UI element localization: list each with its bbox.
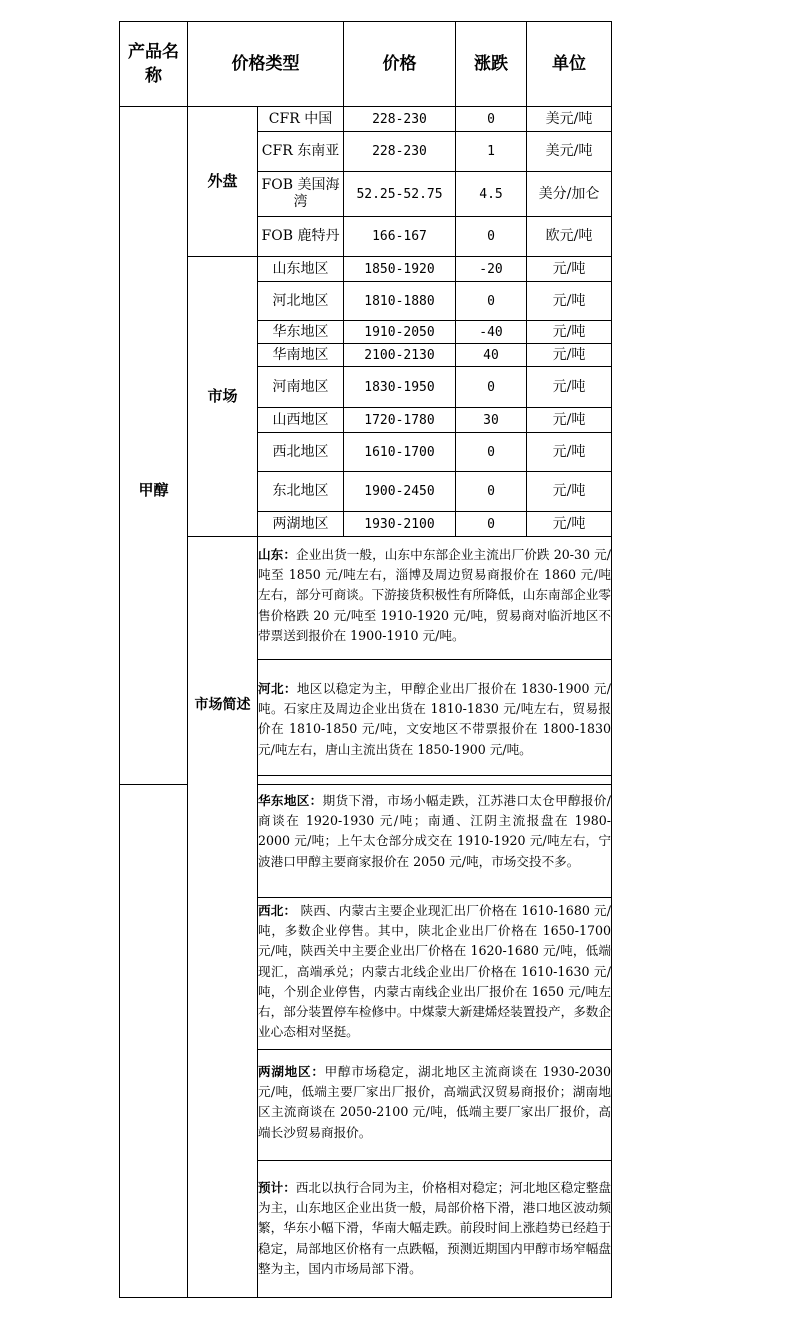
row-price: 1910-2050 [364, 324, 435, 340]
table-border-left [119, 21, 120, 785]
row-unit: 欧元/吨 [545, 228, 593, 244]
summary-lianghu [258, 1062, 611, 1143]
summary-label: 河北： [258, 681, 297, 696]
row-change: -40 [479, 324, 503, 340]
row-price: 166-167 [372, 229, 427, 244]
row-type: CFR 东南亚 [261, 143, 340, 159]
summary-label: 华东地区： [258, 793, 323, 808]
row-change: 0 [487, 379, 495, 395]
row-change: 0 [487, 444, 495, 460]
summary-text: 地区以稳定为主，甲醇企业出厂报价在 1830-1900 元/吨。石家庄及周边企业出货在 1810-1830 元/吨左右，贸易报价在 1810-1850 元/吨，文安地区不带票报价在 1800-1830 元/吨左右，唐山主流出货在 1850-1900 元/吨。 [258, 681, 612, 757]
row-unit: 美元/吨 [545, 110, 593, 127]
row-price: 1810-1880 [364, 293, 435, 309]
row-unit: 美分/加仑 [538, 185, 600, 202]
row-type: 华南地区 [272, 346, 329, 363]
row-type: 西北地区 [272, 443, 329, 460]
row-change: 1 [487, 144, 495, 159]
row-price: 228-230 [372, 111, 427, 127]
summary-text: 甲醇市场稳定，湖北地区主流商谈在 1930-2030 元/吨，低端主要厂家出厂报价，高端武汉贸易商报价；湖南地区主流商谈在 2050-2100 元/吨，低端主要厂家出厂报价，高端长沙贸易商报价。 [258, 1064, 612, 1140]
row-price: 228-230 [372, 144, 427, 159]
summary-label: 预计： [258, 1180, 296, 1195]
product-name: 甲醇 [138, 480, 169, 499]
group-summary: 市场简述 [194, 696, 251, 713]
header-product: 产品名称 [128, 42, 179, 86]
summary-text: 企业出货一般，山东中东部企业主流出厂价跌 20-30 元/吨至 1850 元/吨左右，淄博及周边贸易商报价在 1860 元/吨左右，部分可商谈。下游接货积极性有所降低，山东南部企业零售价格跌 20 元/吨至 1910-1920 元/吨，贸易商对临沂地区不带票送到报价在 1900-1910 元/吨。 [258, 547, 612, 643]
row-change: 0 [487, 293, 495, 309]
summary-line [257, 659, 612, 660]
summary-label: 山东： [258, 547, 297, 562]
header-change: 涨跌 [474, 54, 508, 74]
summary-east-china [258, 791, 611, 872]
summary-text: 期货下滑，市场小幅走跌，江苏港口太仓甲醇报价/商谈在 1920-1930 元/吨；南通、江阴主流报盘在 1980-2000 元/吨；上午太仓部分成交在 1910-1920 元/吨左右，宁波港口甲醇主要商家报价在 2050 元/吨，市场交投不多。 [258, 793, 612, 869]
row-price: 52.25-52.75 [356, 186, 443, 202]
summary-line [257, 1160, 612, 1161]
row-unit: 元/吨 [552, 323, 586, 340]
row-price: 1610-1700 [364, 444, 435, 460]
row-unit: 元/吨 [552, 443, 586, 460]
row-price: 1720-1780 [364, 412, 435, 428]
row-change: 0 [487, 111, 495, 127]
summary-forecast [258, 1178, 611, 1279]
row-price: 2100-2130 [364, 347, 435, 363]
page-break-line [257, 784, 612, 785]
summary-line [257, 1049, 612, 1050]
header-unit: 单位 [552, 54, 586, 74]
row-change: 30 [483, 412, 499, 428]
row-type: 河南地区 [272, 378, 329, 395]
page-break-line [119, 784, 188, 785]
row-price: 1830-1950 [364, 379, 435, 395]
summary-line [257, 775, 612, 776]
row-type: 山东地区 [272, 260, 329, 277]
row-change: 4.5 [479, 186, 503, 202]
summary-text: 西北以执行合同为主，价格相对稳定；河北地区稳定整盘为主，山东地区企业出货一般，局部价格下滑，港口地区波动频繁，华东小幅下滑，华南大幅走跌。前段时间上涨趋势已经趋于稳定，局部地区价格有一点跌幅，预测近期国内甲醇市场窄幅盘整为主，国内市场局部下滑。 [258, 1180, 612, 1276]
row-price: 1850-1920 [364, 261, 435, 277]
row-change: 0 [487, 484, 495, 499]
row-change: 0 [487, 229, 495, 244]
row-change: 0 [487, 516, 495, 532]
row-price: 1900-2450 [364, 484, 435, 499]
row-type: FOB 鹿特丹 [261, 228, 340, 244]
row-type: FOB 美国海湾 [261, 177, 340, 210]
group-overseas: 外盘 [207, 172, 238, 190]
row-unit: 元/吨 [552, 411, 586, 428]
row-type: CFR 中国 [268, 110, 333, 127]
summary-line [257, 897, 612, 898]
row-type: 两湖地区 [272, 515, 329, 532]
row-type: 东北地区 [272, 483, 329, 499]
row-type: 河北地区 [272, 292, 329, 309]
header-price: 价格 [382, 54, 417, 74]
row-unit: 元/吨 [552, 515, 586, 532]
row-price: 1930-2100 [364, 516, 435, 532]
header-price-type: 价格类型 [231, 54, 300, 74]
group-market: 市场 [207, 387, 238, 405]
row-change: -20 [479, 261, 503, 277]
summary-text: 陕西、内蒙古主要企业现汇出厂价格在 1610-1680 元/吨，多数企业停售。其中，陕北企业出厂价格在 1650-1700 元/吨，陕西关中主要企业出厂价格在 1620-1680 元/吨，低端现汇，高端承兑；内蒙古北线企业出厂价格在 1610-1630 元/吨，个别企业停售，内蒙古南线企业出厂报价在 1650 元/吨左右，部分装置停车检修中。中煤蒙大新建烯烃装置投产，多数企业心态相对坚挺。 [258, 903, 612, 1040]
summary-shandong [258, 545, 611, 646]
summary-hebei [258, 679, 611, 760]
row-change: 40 [483, 347, 499, 363]
row-unit: 元/吨 [552, 260, 586, 277]
summary-label: 两湖地区： [258, 1064, 325, 1079]
summary-label: 西北： [258, 903, 297, 918]
row-type: 华东地区 [272, 323, 329, 340]
row-unit: 元/吨 [552, 378, 586, 395]
table-border-left-lower [119, 785, 120, 1298]
row-type: 山西地区 [272, 411, 329, 428]
group-line [187, 536, 612, 537]
row-unit: 元/吨 [552, 346, 586, 363]
summary-northwest [258, 901, 611, 1042]
col-line-product-lower [187, 785, 188, 1298]
row-unit: 元/吨 [552, 483, 586, 499]
table-border-bottom [119, 1297, 612, 1298]
row-unit: 元/吨 [552, 292, 586, 309]
row-unit: 美元/吨 [545, 143, 593, 159]
